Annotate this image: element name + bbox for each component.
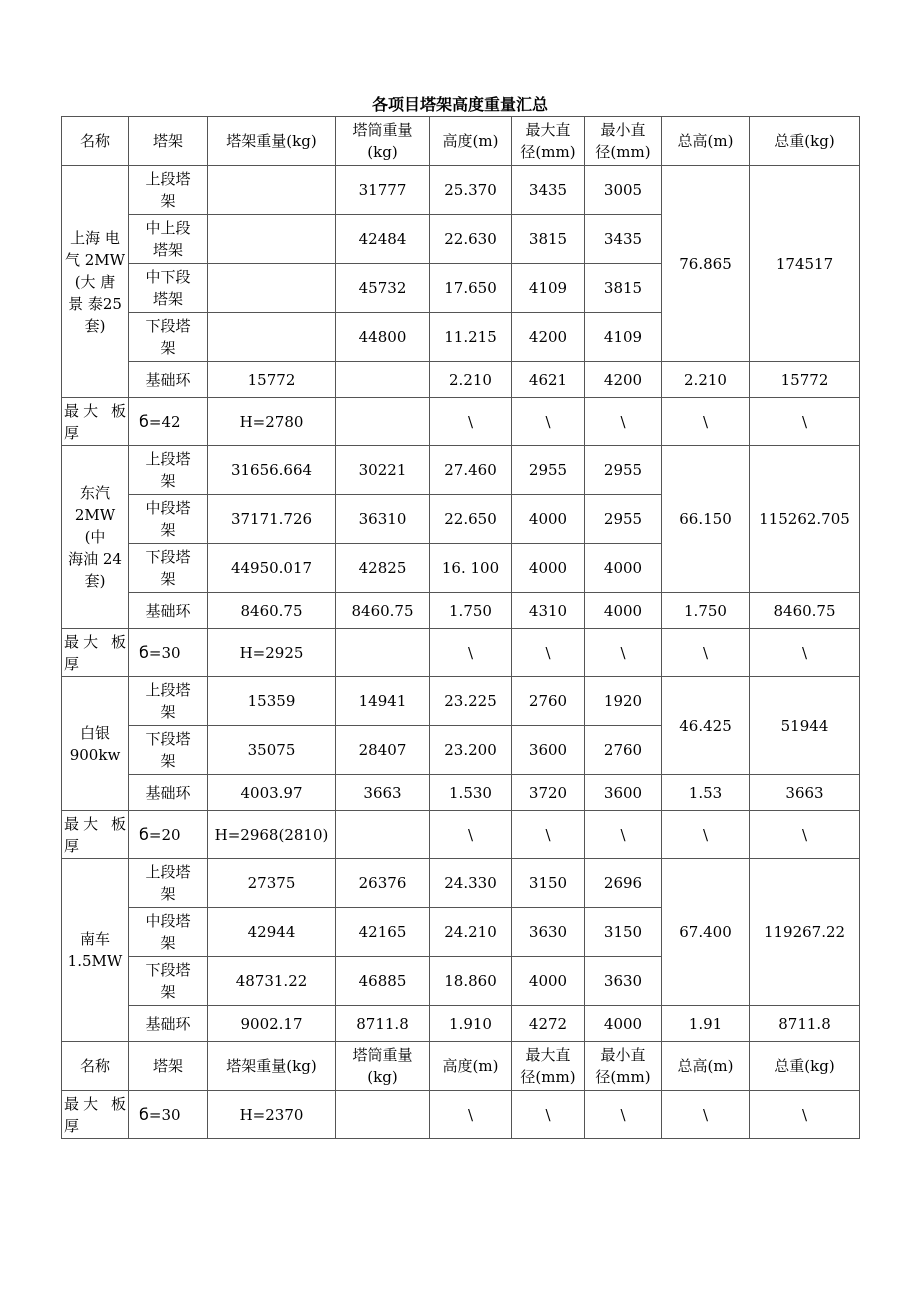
header-min-diameter	[585, 117, 662, 166]
max-plate-label-line: 最大 板	[64, 814, 126, 833]
max-plate-row	[62, 629, 860, 677]
plate-empty-cell	[336, 811, 430, 859]
max-plate-label	[62, 811, 129, 859]
segment-name-line: 中段塔	[145, 912, 191, 930]
segment-name	[129, 313, 208, 362]
tube-weight: 28407	[336, 726, 430, 775]
header-tube-weight	[336, 1042, 430, 1091]
max-plate-label-line: 最大 板	[64, 401, 126, 420]
segment-name	[129, 726, 208, 775]
height: 1.910	[430, 1006, 512, 1042]
header-min-diameter	[585, 1042, 662, 1091]
tube-weight: 36310	[336, 495, 430, 544]
project-name-line: 景 泰25	[68, 294, 122, 313]
max-diameter: 4000	[512, 957, 585, 1006]
segment-name-line: 中上段	[145, 219, 191, 237]
min-diameter: 2696	[585, 859, 662, 908]
height: 18.860	[430, 957, 512, 1006]
min-diameter: 4000	[585, 544, 662, 593]
total-height: 76.865	[662, 166, 750, 362]
segment-name: 基础环	[129, 362, 208, 398]
tube-weight: 26376	[336, 859, 430, 908]
project-name-line: 2MW (中	[74, 506, 116, 546]
total-height: 2.210	[662, 362, 750, 398]
tube-weight: 42484	[336, 215, 430, 264]
segment-name-line: 架	[160, 570, 176, 588]
max-diameter: 4200	[512, 313, 585, 362]
base-ring-row	[62, 1006, 860, 1042]
na-cell: \	[750, 398, 860, 446]
na-cell: \	[750, 629, 860, 677]
segment-name: 基础环	[129, 775, 208, 811]
height: 23.200	[430, 726, 512, 775]
min-diameter: 2760	[585, 726, 662, 775]
tube-weight: 8460.75	[336, 593, 430, 629]
delta-symbol: б	[139, 642, 149, 662]
max-plate-label-line: 厚	[64, 1116, 80, 1135]
segment-name	[129, 495, 208, 544]
project-name-line: 白银	[79, 723, 110, 742]
project-name-line: 海油 24	[68, 550, 122, 568]
header-max-diameter	[512, 1042, 585, 1091]
na-cell: \	[512, 811, 585, 859]
na-cell: \	[585, 1091, 662, 1139]
tower-weight: 15359	[208, 677, 336, 726]
header-min-diameter-line: 最小直	[600, 1046, 646, 1064]
header-tube-weight-line: (kg)	[367, 1068, 398, 1086]
header-min-diameter-line: 径(mm)	[595, 143, 651, 161]
plate-h-value: H=2968(2810)	[208, 811, 336, 859]
project-name-line: (大 唐	[74, 272, 116, 291]
plate-thickness	[129, 398, 208, 446]
segment-name-line: 下段塔	[145, 548, 191, 566]
total-weight: 51944	[750, 677, 860, 775]
project-name-line: 气 2MW	[64, 250, 126, 269]
plate-thickness-value: =20	[148, 825, 181, 844]
total-height: 1.91	[662, 1006, 750, 1042]
plate-thickness	[129, 629, 208, 677]
tower-weight: 44950.017	[208, 544, 336, 593]
tower-weight: 4003.97	[208, 775, 336, 811]
total-weight: 3663	[750, 775, 860, 811]
height: 22.650	[430, 495, 512, 544]
segment-name-line: 架	[160, 934, 176, 952]
tower-weight: 35075	[208, 726, 336, 775]
tower-weight	[208, 313, 336, 362]
max-plate-label	[62, 629, 129, 677]
tower-weight: 9002.17	[208, 1006, 336, 1042]
delta-symbol: б	[139, 411, 149, 431]
segment-name-line: 下段塔	[145, 730, 191, 748]
plate-h-value: H=2925	[208, 629, 336, 677]
tube-weight: 3663	[336, 775, 430, 811]
segment-name-line: 上段塔	[145, 681, 191, 699]
min-diameter: 3815	[585, 264, 662, 313]
height: 24.330	[430, 859, 512, 908]
min-diameter: 3005	[585, 166, 662, 215]
segment-name	[129, 264, 208, 313]
segment-name	[129, 166, 208, 215]
tube-weight: 42165	[336, 908, 430, 957]
tube-weight: 30221	[336, 446, 430, 495]
header-tower-weight: 塔架重量(kg)	[208, 1042, 336, 1091]
project-name-line: 东汽	[79, 484, 110, 502]
segment-name-line: 中下段	[145, 268, 191, 286]
max-plate-label-line: 最大 板	[64, 1094, 126, 1113]
total-height: 1.53	[662, 775, 750, 811]
header-tube-weight-line: 塔筒重量	[352, 121, 413, 139]
project-name-line: 套)	[84, 572, 106, 590]
tube-weight: 14941	[336, 677, 430, 726]
max-diameter: 4000	[512, 495, 585, 544]
header-max-diameter	[512, 117, 585, 166]
tower-weight: 27375	[208, 859, 336, 908]
header-max-diameter-line: 最大直	[525, 121, 571, 139]
tube-weight: 42825	[336, 544, 430, 593]
height: 2.210	[430, 362, 512, 398]
tower-weight: 8460.75	[208, 593, 336, 629]
header-tube-weight-line: 塔筒重量	[352, 1046, 413, 1064]
min-diameter: 2955	[585, 446, 662, 495]
segment-name-line: 架	[160, 472, 176, 490]
header-height: 高度(m)	[430, 117, 512, 166]
max-diameter: 3600	[512, 726, 585, 775]
segment-name-line: 架	[160, 703, 176, 721]
segment-name-line: 架	[160, 885, 176, 903]
tower-weight: 15772	[208, 362, 336, 398]
height: 11.215	[430, 313, 512, 362]
header-total-weight: 总重(kg)	[750, 117, 860, 166]
total-height: 67.400	[662, 859, 750, 1006]
na-cell: \	[662, 811, 750, 859]
delta-symbol: б	[139, 824, 149, 844]
height: 1.750	[430, 593, 512, 629]
max-diameter: 3720	[512, 775, 585, 811]
max-plate-label-line: 最大 板	[64, 632, 126, 651]
min-diameter: 3630	[585, 957, 662, 1006]
segment-name-line: 塔架	[152, 290, 183, 308]
segment-name-line: 中段塔	[145, 499, 191, 517]
base-ring-row	[62, 362, 860, 398]
segment-name-line: 架	[160, 521, 176, 539]
plate-thickness	[129, 1091, 208, 1139]
height: 22.630	[430, 215, 512, 264]
na-cell: \	[750, 811, 860, 859]
plate-h-value: H=2780	[208, 398, 336, 446]
header-total-height: 总高(m)	[662, 117, 750, 166]
na-cell: \	[430, 629, 512, 677]
project-name-line: 1.5MW	[67, 952, 123, 970]
header-max-diameter-line: 径(mm)	[520, 1068, 576, 1086]
tube-weight: 8711.8	[336, 1006, 430, 1042]
header-height: 高度(m)	[430, 1042, 512, 1091]
tower-weight: 37171.726	[208, 495, 336, 544]
na-cell: \	[430, 398, 512, 446]
header-total-height: 总高(m)	[662, 1042, 750, 1091]
max-diameter: 3815	[512, 215, 585, 264]
plate-thickness	[129, 811, 208, 859]
min-diameter: 4000	[585, 593, 662, 629]
segment-name	[129, 957, 208, 1006]
na-cell: \	[512, 398, 585, 446]
max-plate-label	[62, 398, 129, 446]
project-name	[62, 446, 129, 629]
segment-name-line: 架	[160, 752, 176, 770]
tower-weight: 42944	[208, 908, 336, 957]
tube-weight	[336, 362, 430, 398]
segment-name	[129, 859, 208, 908]
height: 23.225	[430, 677, 512, 726]
header-row	[62, 117, 860, 166]
tower-weight	[208, 166, 336, 215]
total-weight: 8460.75	[750, 593, 860, 629]
na-cell: \	[585, 398, 662, 446]
na-cell: \	[512, 1091, 585, 1139]
plate-thickness-value: =30	[148, 1105, 181, 1124]
segment-name	[129, 446, 208, 495]
na-cell: \	[585, 629, 662, 677]
total-weight: 8711.8	[750, 1006, 860, 1042]
project-name-line: 上海 电	[70, 228, 120, 247]
total-weight: 115262.705	[750, 446, 860, 593]
project-name	[62, 859, 129, 1042]
segment-name-line: 塔架	[152, 241, 183, 259]
max-diameter: 2760	[512, 677, 585, 726]
delta-symbol: б	[139, 1104, 149, 1124]
segment-row	[62, 166, 860, 215]
header-name: 名称	[62, 117, 129, 166]
tube-weight: 44800	[336, 313, 430, 362]
max-diameter: 4621	[512, 362, 585, 398]
max-diameter: 4109	[512, 264, 585, 313]
tower-weight	[208, 215, 336, 264]
na-cell: \	[750, 1091, 860, 1139]
max-diameter: 3630	[512, 908, 585, 957]
max-diameter: 2955	[512, 446, 585, 495]
table-body	[62, 117, 860, 1139]
min-diameter: 4109	[585, 313, 662, 362]
header-min-diameter-line: 最小直	[600, 121, 646, 139]
plate-thickness-value: =42	[148, 412, 181, 431]
header-max-diameter-line: 径(mm)	[520, 143, 576, 161]
max-diameter: 3150	[512, 859, 585, 908]
header-name: 名称	[62, 1042, 129, 1091]
min-diameter: 3150	[585, 908, 662, 957]
segment-name-line: 架	[160, 339, 176, 357]
header-tube-weight	[336, 117, 430, 166]
na-cell: \	[430, 811, 512, 859]
na-cell: \	[512, 629, 585, 677]
max-plate-label-line: 厚	[64, 654, 80, 673]
plate-empty-cell	[336, 398, 430, 446]
header-tube-weight-line: (kg)	[367, 143, 398, 161]
segment-name-line: 下段塔	[145, 317, 191, 335]
segment-row	[62, 859, 860, 908]
na-cell: \	[662, 629, 750, 677]
max-diameter: 4000	[512, 544, 585, 593]
project-name-line: 套)	[84, 316, 106, 335]
project-name-line: 900kw	[69, 745, 121, 764]
min-diameter: 3600	[585, 775, 662, 811]
segment-row	[62, 446, 860, 495]
header-row	[62, 1042, 860, 1091]
height: 16. 100	[430, 544, 512, 593]
min-diameter: 2955	[585, 495, 662, 544]
max-plate-label-line: 厚	[64, 836, 80, 855]
header-tower-weight: 塔架重量(kg)	[208, 117, 336, 166]
max-diameter: 4272	[512, 1006, 585, 1042]
segment-name	[129, 544, 208, 593]
plate-h-value: H=2370	[208, 1091, 336, 1139]
tube-weight: 46885	[336, 957, 430, 1006]
height: 1.530	[430, 775, 512, 811]
na-cell: \	[430, 1091, 512, 1139]
min-diameter: 4200	[585, 362, 662, 398]
base-ring-row	[62, 593, 860, 629]
total-weight: 174517	[750, 166, 860, 362]
segment-name-line: 架	[160, 192, 176, 210]
segment-row	[62, 677, 860, 726]
max-diameter: 3435	[512, 166, 585, 215]
segment-name	[129, 215, 208, 264]
plate-thickness-value: =30	[148, 643, 181, 662]
max-plate-row	[62, 811, 860, 859]
total-height: 66.150	[662, 446, 750, 593]
segment-name-line: 下段塔	[145, 961, 191, 979]
tower-summary-table	[61, 116, 860, 1139]
tower-weight: 31656.664	[208, 446, 336, 495]
header-total-weight: 总重(kg)	[750, 1042, 860, 1091]
height: 25.370	[430, 166, 512, 215]
total-weight: 119267.22	[750, 859, 860, 1006]
header-max-diameter-line: 最大直	[525, 1046, 571, 1064]
max-plate-row	[62, 398, 860, 446]
max-plate-label-line: 厚	[64, 423, 80, 442]
na-cell: \	[662, 1091, 750, 1139]
total-height: 1.750	[662, 593, 750, 629]
tube-weight: 45732	[336, 264, 430, 313]
max-plate-row	[62, 1091, 860, 1139]
na-cell: \	[585, 811, 662, 859]
height: 27.460	[430, 446, 512, 495]
segment-name-line: 上段塔	[145, 170, 191, 188]
tube-weight: 31777	[336, 166, 430, 215]
segment-name-line: 架	[160, 983, 176, 1001]
segment-name-line: 上段塔	[145, 863, 191, 881]
project-name	[62, 677, 129, 811]
header-tower: 塔架	[129, 1042, 208, 1091]
segment-name	[129, 677, 208, 726]
min-diameter: 1920	[585, 677, 662, 726]
max-plate-label	[62, 1091, 129, 1139]
base-ring-row	[62, 775, 860, 811]
na-cell: \	[662, 398, 750, 446]
page-title: 各项目塔架高度重量汇总	[371, 95, 548, 114]
segment-name	[129, 908, 208, 957]
min-diameter: 4000	[585, 1006, 662, 1042]
total-height: 46.425	[662, 677, 750, 775]
height: 17.650	[430, 264, 512, 313]
min-diameter: 3435	[585, 215, 662, 264]
height: 24.210	[430, 908, 512, 957]
segment-name: 基础环	[129, 1006, 208, 1042]
total-weight: 15772	[750, 362, 860, 398]
max-diameter: 4310	[512, 593, 585, 629]
plate-empty-cell	[336, 629, 430, 677]
header-tower: 塔架	[129, 117, 208, 166]
project-name	[62, 166, 129, 398]
plate-empty-cell	[336, 1091, 430, 1139]
project-name-line: 南车	[79, 930, 110, 948]
tower-weight	[208, 264, 336, 313]
segment-name: 基础环	[129, 593, 208, 629]
header-min-diameter-line: 径(mm)	[595, 1068, 651, 1086]
segment-name-line: 上段塔	[145, 450, 191, 468]
tower-weight: 48731.22	[208, 957, 336, 1006]
